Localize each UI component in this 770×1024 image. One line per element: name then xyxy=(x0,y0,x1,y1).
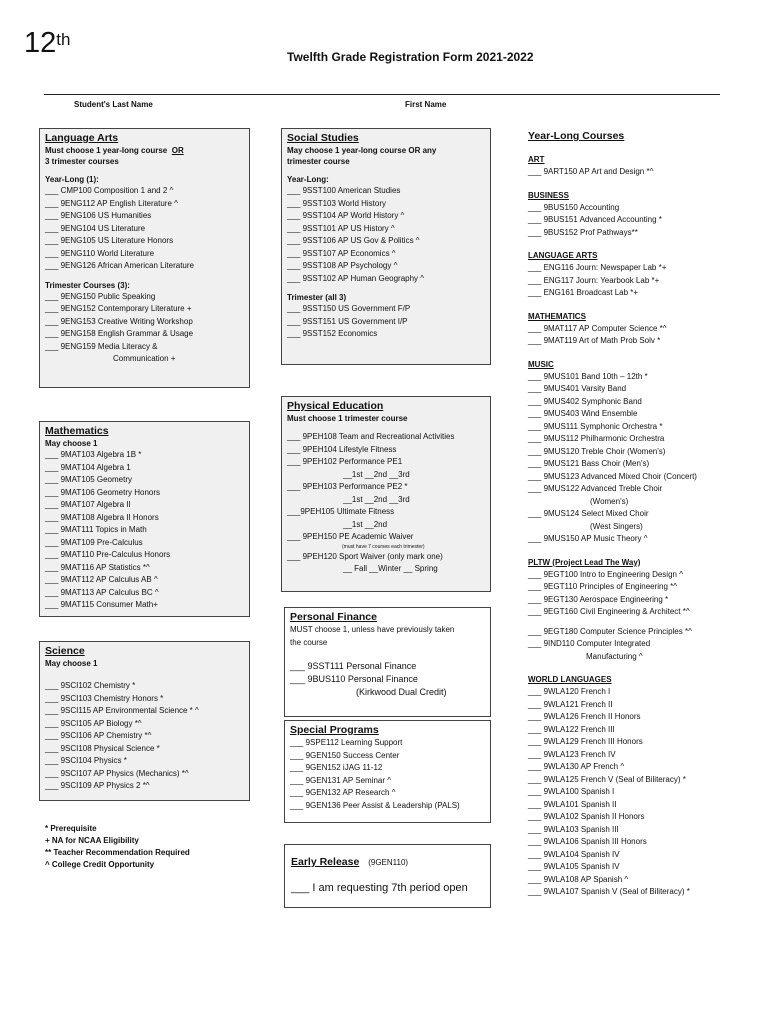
course-checkbox[interactable]: ___ 9ENG104 US Literature xyxy=(45,223,146,233)
course-checkbox[interactable]: ___ 9ENG112 AP English Literature ^ xyxy=(45,198,178,208)
course-checkbox[interactable]: ___ 9MUS112 Philharmonic Orchestra xyxy=(528,434,665,443)
season-choice[interactable]: __ Fall __Winter __ Spring xyxy=(343,564,438,573)
note: MUST choose 1, unless have previously taken xyxy=(290,625,455,634)
grade-heading: 12th xyxy=(24,27,71,59)
course-checkbox[interactable]: ___ 9SCI107 AP Physics (Mechanics) *^ xyxy=(45,768,189,778)
course-checkbox[interactable]: ___ 9MAT109 Pre-Calculus xyxy=(45,537,143,547)
course-checkbox[interactable]: ___ 9MUS150 AP Music Theory ^ xyxy=(528,534,648,543)
trimester-choice[interactable]: __1st __2nd xyxy=(343,519,388,529)
note: May choose 1 xyxy=(45,439,98,448)
course-checkbox[interactable]: ___ 9PEH108 Team and Recreational Activities xyxy=(287,432,455,441)
waiver-note: (must have 7 courses each trimester) xyxy=(342,543,425,550)
early-release-section xyxy=(284,844,491,908)
course-checkbox[interactable]: ___ 9EGT130 Aerospace Engineering * xyxy=(528,594,669,604)
course-checkbox[interactable]: ___ 9MUS120 Treble Choir (Women's) xyxy=(528,446,666,456)
note: May choose 1 xyxy=(45,659,98,668)
legend xyxy=(45,823,190,871)
name-line[interactable] xyxy=(44,94,720,95)
note: trimester course xyxy=(287,157,350,166)
section-title: Science xyxy=(45,645,85,657)
form-title: Twelfth Grade Registration Form 2021-2022 xyxy=(287,50,534,64)
trimester-choice[interactable]: __1st __2nd __3rd xyxy=(343,469,410,479)
course-checkbox[interactable]: ___ 9WLA104 Spanish IV xyxy=(528,849,620,859)
course-checkbox[interactable]: ___ 9SCI105 AP Biology *^ xyxy=(45,718,142,728)
course-checkbox[interactable]: ___ 9WLA125 French V (Seal of Biliteracy) * xyxy=(528,774,686,784)
course-checkbox[interactable]: ___ 9WLA105 Spanish IV xyxy=(528,862,620,871)
course-checkbox[interactable]: ___ 9SCI108 Physical Science * xyxy=(45,743,160,753)
course-checkbox[interactable]: ___ 9ART150 AP Art and Design *^ xyxy=(528,167,654,176)
course-checkbox[interactable]: ___ 9MAT103 Algebra 1B * xyxy=(45,450,142,459)
course-checkbox[interactable]: ___ 9MUS101 Band 10th – 12th * xyxy=(528,371,648,381)
course-checkbox[interactable]: ___ ENG116 Journ: Newspaper Lab *+ xyxy=(528,263,667,272)
course-checkbox[interactable]: ___ 9SST151 US Government I/P xyxy=(287,316,408,326)
course-checkbox[interactable]: ___ 9MAT115 Consumer Math+ xyxy=(45,600,158,609)
section-title: Year-Long Courses xyxy=(528,130,625,142)
course-checkbox[interactable]: ___ 9EGT160 Civil Engineering & Architect *^ xyxy=(528,607,690,616)
course-checkbox[interactable]: ___ 9SST102 AP Human Geography ^ xyxy=(287,273,425,283)
course-checkbox[interactable]: ___ 9WLA103 Spanish III xyxy=(528,824,619,834)
course-checkbox[interactable]: ___ 9ENG110 World Literature xyxy=(45,248,155,258)
section-title: Mathematics xyxy=(45,425,109,437)
course-checkbox[interactable]: ___ 9SST108 AP Psychology ^ xyxy=(287,261,398,270)
course-checkbox[interactable]: ___ 9MAT113 AP Calculus BC ^ xyxy=(45,587,159,597)
course-checkbox[interactable]: ___ 9MUS402 Symphonic Band xyxy=(528,396,642,406)
course-checkbox[interactable]: ___ 9MAT106 Geometry Honors xyxy=(45,487,161,497)
course-checkbox[interactable]: ___ 9WLA130 AP French ^ xyxy=(528,762,625,771)
course-checkbox[interactable]: ___ 9SST104 AP World History ^ xyxy=(287,211,405,220)
course-checkbox[interactable]: ___ 9WLA120 French I xyxy=(528,687,611,696)
course-checkbox[interactable]: ___ 9WLA100 Spanish I xyxy=(528,787,615,796)
section-title: Special Programs xyxy=(290,724,379,736)
world-languages-heading: WORLD LANGUAGES xyxy=(528,675,612,684)
course-checkbox[interactable]: ___ 9SST101 AP US History ^ xyxy=(287,223,395,233)
course-continued: (Women's) xyxy=(590,496,629,506)
course-checkbox[interactable]: ___ 9WLA102 Spanish II Honors xyxy=(528,812,645,821)
course-checkbox[interactable]: ___ 9ENG126 African American Literature xyxy=(45,261,194,270)
note: 3 trimester courses xyxy=(45,157,119,166)
course-checkbox[interactable]: ___ 9IND110 Computer Integrated xyxy=(528,639,651,648)
section-title: Early Release xyxy=(291,856,360,868)
art-heading: ART xyxy=(528,155,545,164)
special-programs-section xyxy=(284,720,491,823)
legend-item: * Prerequisite xyxy=(45,824,97,833)
course-checkbox[interactable]: ___ 9WLA123 French IV xyxy=(528,749,616,759)
course-checkbox[interactable]: ___ 9ENG150 Public Speaking xyxy=(45,291,156,301)
course-checkbox[interactable]: ___ 9SCI102 Chemistry * xyxy=(45,681,136,690)
course-checkbox[interactable]: ___ 9GEN132 AP Research ^ xyxy=(290,788,396,797)
course-checkbox[interactable]: ___ 9ENG106 US Humanities xyxy=(45,211,152,220)
course-checkbox[interactable]: ___ 9MAT110 Pre-Calculus Honors xyxy=(45,550,171,559)
mathematics-heading: MATHEMATICS xyxy=(528,311,586,321)
personal-finance-section xyxy=(284,607,491,717)
section-title: Physical Education xyxy=(287,400,384,412)
legend-item: ** Teacher Recommendation Required xyxy=(45,848,190,857)
section-title: Language Arts xyxy=(45,132,119,144)
course-checkbox[interactable]: ___ 9WLA122 French III xyxy=(528,724,615,734)
course-checkbox[interactable]: ___ 9SCI109 AP Physics 2 *^ xyxy=(45,781,150,790)
course-checkbox[interactable]: ___ 9GEN131 AP Seminar ^ xyxy=(290,775,391,785)
course-checkbox[interactable]: ___ 9EGT100 Intro to Engineering Design ^ xyxy=(528,569,683,579)
early-release-checkbox[interactable]: ___ I am requesting 7th period open xyxy=(291,882,468,894)
course-checkbox[interactable]: ___ 9BUS152 Prof Pathways** xyxy=(528,227,638,237)
course-checkbox[interactable]: ___ 9EGT110 Principles of Engineering *^ xyxy=(528,582,678,591)
pltw-heading: PLTW (Project Lead The Way) xyxy=(528,557,641,567)
course-checkbox[interactable]: ___ 9MUS401 Varsity Band xyxy=(528,384,627,393)
course-checkbox[interactable]: ___ 9MUS123 Advanced Mixed Choir (Concert) xyxy=(528,471,697,481)
course-checkbox[interactable]: ___ 9MAT108 Algebra II Honors xyxy=(45,512,159,522)
course-checkbox[interactable]: ___ 9GEN152 iJAG 11-12 xyxy=(290,763,383,772)
early-release-code: (9GEN110) xyxy=(368,858,409,867)
course-checkbox[interactable]: ___ 9MUS124 Select Mixed Choir xyxy=(528,509,649,518)
course-checkbox[interactable]: ___ 9WLA129 French III Honors xyxy=(528,737,643,746)
course-checkbox[interactable]: ___ 9ENG152 Contemporary Literature + xyxy=(45,304,192,313)
first-name-label: First Name xyxy=(405,100,447,109)
course-checkbox[interactable]: ___ 9WLA101 Spanish II xyxy=(528,799,617,809)
course-checkbox[interactable]: ___ 9WLA108 AP Spanish ^ xyxy=(528,874,629,884)
course-checkbox[interactable]: ___ 9MUS403 Wind Ensemble xyxy=(528,409,638,418)
note: Must choose 1 trimester course xyxy=(287,414,408,423)
course-checkbox[interactable]: ___ 9GEN150 Success Center xyxy=(290,750,400,760)
course-checkbox[interactable]: ___ 9SPE112 Learning Support xyxy=(290,738,403,747)
course-checkbox[interactable]: ___ CMP100 Composition 1 and 2 ^ xyxy=(45,186,174,195)
course-checkbox[interactable]: ___ 9WLA121 French II xyxy=(528,699,613,709)
course-checkbox[interactable]: ___ 9SST106 AP US Gov & Politics ^ xyxy=(287,236,420,245)
course-checkbox[interactable]: ___ 9SST150 US Government F/P xyxy=(287,304,411,313)
course-checkbox[interactable]: ___ 9WLA107 Spanish V (Seal of Biliteracy) * xyxy=(528,887,690,896)
course-checkbox[interactable]: ___ 9MAT105 Geometry xyxy=(45,475,133,484)
note: the course xyxy=(290,637,328,647)
section-title: Social Studies xyxy=(287,132,359,144)
legend-item: ^ College Credit Opportunity xyxy=(45,860,155,869)
course-checkbox[interactable]: ___ 9ENG158 English Grammar & Usage xyxy=(45,329,194,338)
course-checkbox[interactable]: ___ 9BUS110 Personal Finance xyxy=(290,674,418,684)
business-heading: BUSINESS xyxy=(528,190,569,200)
science-section xyxy=(39,641,250,801)
trimester-label: Trimester (all 3) xyxy=(287,293,347,302)
legend-item: + NA for NCAA Eligibility xyxy=(45,836,139,845)
course-continued: (West Singers) xyxy=(590,521,643,531)
course-checkbox[interactable]: ___ 9SST111 Personal Finance xyxy=(290,661,417,671)
music-heading: MUSIC xyxy=(528,359,554,369)
credit-note: (Kirkwood Dual Credit) xyxy=(356,687,447,697)
course-checkbox[interactable]: ___ 9PEH103 Performance PE2 * xyxy=(287,482,408,491)
course-checkbox[interactable]: ___ 9PEH150 PE Academic Waiver xyxy=(287,532,414,541)
course-checkbox[interactable]: ___ 9GEN136 Peer Assist & Leadership (PALS) xyxy=(290,800,460,810)
note: May choose 1 year-long course OR any xyxy=(287,146,437,155)
course-checkbox[interactable]: ___ 9MAT117 AP Computer Science *^ xyxy=(528,323,667,333)
course-checkbox[interactable]: ___9PEH105 Ultimate Fitness xyxy=(287,507,395,516)
yearlong-label: Year-Long: xyxy=(287,175,329,184)
course-checkbox[interactable]: ___ 9ENG153 Creative Writing Workshop xyxy=(45,316,193,326)
note-or: OR xyxy=(171,146,184,155)
course-checkbox[interactable]: ___ 9PEH102 Performance PE1 xyxy=(287,457,403,466)
course-checkbox[interactable]: ___ 9SCI106 AP Chemistry *^ xyxy=(45,731,152,740)
course-checkbox[interactable]: ___ 9BUS151 Advanced Accounting * xyxy=(528,215,662,224)
note: Must choose 1 year-long course xyxy=(45,146,168,155)
course-checkbox[interactable]: ___ 9SST100 American Studies xyxy=(287,186,401,195)
course-checkbox[interactable]: ___ 9WLA126 French II Honors xyxy=(528,712,641,721)
course-checkbox[interactable]: ___ 9MUS122 Advanced Treble Choir xyxy=(528,484,663,493)
course-checkbox[interactable]: ___ 9MAT104 Algebra 1 xyxy=(45,462,131,472)
yearlong-courses-section xyxy=(528,130,768,899)
course-checkbox[interactable]: ___ 9ENG105 US Literature Honors xyxy=(45,236,174,245)
course-checkbox[interactable]: ___ 9BUS150 Accounting xyxy=(528,202,620,212)
course-checkbox[interactable]: ___ 9SCI104 Physics * xyxy=(45,756,127,765)
course-checkbox[interactable]: ___ 9MUS121 Bass Choir (Men's) xyxy=(528,459,650,468)
course-continued: Manufacturing ^ xyxy=(586,651,643,661)
course-checkbox[interactable]: ___ 9MAT119 Art of Math Prob Solv * xyxy=(528,336,661,345)
course-checkbox[interactable]: ___ 9MAT116 AP Statistics *^ xyxy=(45,562,150,572)
language-arts-heading: LANGUAGE ARTS xyxy=(528,251,598,260)
course-checkbox[interactable]: ___ ENG161 Broadcast Lab *+ xyxy=(528,288,639,297)
course-continued: Communication + xyxy=(113,354,176,363)
course-checkbox[interactable]: ___ 9PEH120 Sport Waiver (only mark one) xyxy=(287,551,443,561)
course-checkbox[interactable]: ___ 9MAT107 Algebra II xyxy=(45,500,131,509)
course-checkbox[interactable]: ___ 9MAT111 Topics in Math xyxy=(45,525,147,534)
course-checkbox[interactable]: ___ ENG117 Journ: Yearbook Lab *+ xyxy=(528,275,660,285)
language-arts-section xyxy=(39,128,250,388)
trimester-label: Trimester Courses (3): xyxy=(45,280,130,290)
section-title: Personal Finance xyxy=(290,611,377,623)
course-checkbox[interactable]: ___ 9SST107 AP Economics ^ xyxy=(287,248,396,258)
course-checkbox[interactable]: ___ 9SST103 World History xyxy=(287,198,387,208)
course-checkbox[interactable]: ___ 9WLA106 Spanish III Honors xyxy=(528,837,647,846)
social-studies-section xyxy=(281,128,491,365)
course-checkbox[interactable]: ___ 9ENG159 Media Literacy & xyxy=(45,341,158,351)
course-checkbox[interactable]: ___ 9SST152 Economics xyxy=(287,329,378,338)
course-checkbox[interactable]: ___ 9MAT112 AP Calculus AB ^ xyxy=(45,575,158,584)
physical-education-section xyxy=(281,396,491,592)
course-checkbox[interactable]: ___ 9PEH104 Lifestyle Fitness xyxy=(287,444,397,454)
course-checkbox[interactable]: ___ 9EGT180 Computer Science Principles *^ xyxy=(528,626,692,636)
course-checkbox[interactable]: ___ 9SCI115 AP Environmental Science * ^ xyxy=(45,706,199,715)
trimester-choice[interactable]: __1st __2nd __3rd xyxy=(343,494,410,504)
last-name-label: Student's Last Name xyxy=(74,100,153,109)
mathematics-section xyxy=(39,421,250,617)
course-checkbox[interactable]: ___ 9SCI103 Chemistry Honors * xyxy=(45,693,164,703)
yearlong-label: Year-Long (1): xyxy=(45,175,99,184)
course-checkbox[interactable]: ___ 9MUS111 Symphonic Orchestra * xyxy=(528,421,663,431)
